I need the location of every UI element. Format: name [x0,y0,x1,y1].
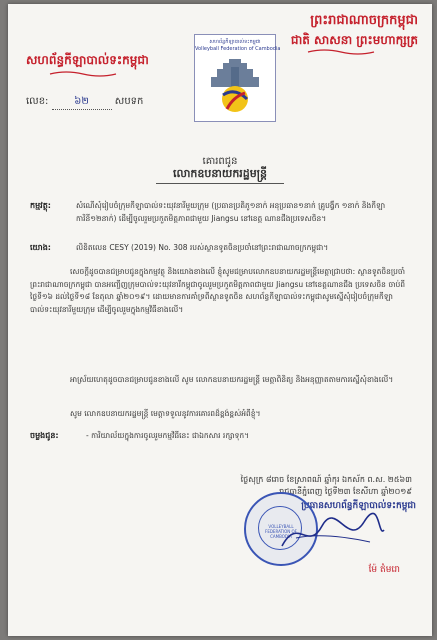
recipient-line-1: គោរពជូន [202,156,238,167]
letter-number: លេខ: ៦២ សបទក [26,94,143,110]
recipient-line-2: លោកឧបនាយករដ្ឋមន្ត្រី [172,167,268,180]
letter-number-value: ៦២ [52,94,112,110]
national-motto: ជាតិ សាសនា ព្រះមហាក្សត្រ [290,33,418,47]
stamp-text: VOLLEYBALL FEDERATION OF CAMBODIA [265,524,297,539]
federation-logo: សហព័ន្ធកីឡាបាល់ទះកម្ពុជា Volleyball Federation of Cambodia [194,34,276,122]
angkor-volleyball-icon [205,57,265,115]
letter-page [8,4,432,636]
subject-label: កម្មវត្ថុ: [30,201,51,210]
signatory-title: ប្រធានសហព័ន្ធកីឡាបាល់ទះកម្ពុជា [301,501,416,511]
org-ornament [48,70,118,78]
kingdom-header: ព្រះរាជាណាចក្រកម្ពុជា [310,13,418,28]
subject-text: សំណើសុំរៀបចំក្រុមកីឡាបាល់ទះយុវនារីមួយក្រុម (ប្រធានប្រតិភូ១នាក់ អនុប្រធាន១នាក់ គ្រូបង្វឹក ១នាក់ និងកីឡាការិនី១២នាក់) ដើម្បីចូលរួមប្រកួតមិត្តភាពជាមួយ Jiangsu នៅខេត្ត ណានជីងប្រទេសចិន។ [76,201,386,223]
body-paragraph-3: សូម លោកឧបនាយករដ្ឋមន្ត្រី មេត្តាទទួលនូវការគោរពដ៏ខ្ពង់ខ្ពស់អំពីខ្ញុំ។ [70,409,261,418]
reference-label: យោង: [30,243,51,252]
organization-name: សហព័ន្ធកីឡាបាល់ទះកម្ពុជា [26,53,149,67]
cc-text: - ការិយាល័យក្នុងការចូលរួមកម្មវិធីនេះ ជាឯកសារ រក្សាទុក។ [86,431,250,440]
reference-text: លិខិតលេខ CESY (2019) No. 308 របស់ស្ថានទូតចិនប្រចាំនៅព្រះរាជាណាចក្រកម្ពុជា។ [76,243,329,252]
lunar-date: ថ្ងៃសុក្រ ៨រោច ខែស្រាពណ៍ ឆ្នាំកុរ ឯកស័ក ព.ស. ២៥៦៣ [240,475,412,484]
ornament-divider [306,48,376,56]
recipient-underline [156,183,284,184]
cc-label: ចម្លងជូន: [30,431,59,440]
signatory-name: ម៉ែ ឥំមរោ [368,565,400,575]
body-paragraph-1: សេចក្តីដូចបានជម្រាបជូនក្នុងកម្មវត្ថុ និងយោងខាងលើ ខ្ញុំសូមជម្រាបលោកឧបនាយករដ្ឋមន្ត្រីមេត្តាជ្រាបថា: ស្ថានទូតចិនប្រចាំព្រះរាជាណាចក្រកម្ពុជា បានអញ្ជើញក្រុមបាល់ទះយុវនារីកម្ពុជាចូលរួមប្រកួតមិត្តភាពជាមួយ Jiangsu នៅខេត្តណានជីង ប្រទេសចិន ចាប់ពីថ្ងៃទី១៦ ដល់ថ្ងៃទី១៨ ខែតុលា ឆ្នាំ២០១៩។ ដោយមានការគាំទ្រពីស្ថានទូតចិន សហព័ន្ធកីឡាបាល់ទះកម្ពុជាសូមស្នើសុំរៀបចំក្រុមកីឡាបាល់ទះយុវនារីមួយក្រុម ដើម្បីចូលរួមក្នុងកម្មវិធីខាងលើ។ [30,267,406,314]
body-paragraph-2: អាស្រ័យហេតុដូចបានជម្រាបជូនខាងលើ សូម លោកឧបនាយករដ្ឋមន្ត្រី មេត្តាពិនិត្យ និងអនុញ្ញាតតាមការស្នើសុំខាងលើ។ [70,375,394,384]
handwritten-signature [278,508,388,558]
solar-date: រាជធានីភ្នំពេញ ថ្ងៃទី២៣ ខែសីហា ឆ្នាំ២០១៩ [279,487,412,496]
